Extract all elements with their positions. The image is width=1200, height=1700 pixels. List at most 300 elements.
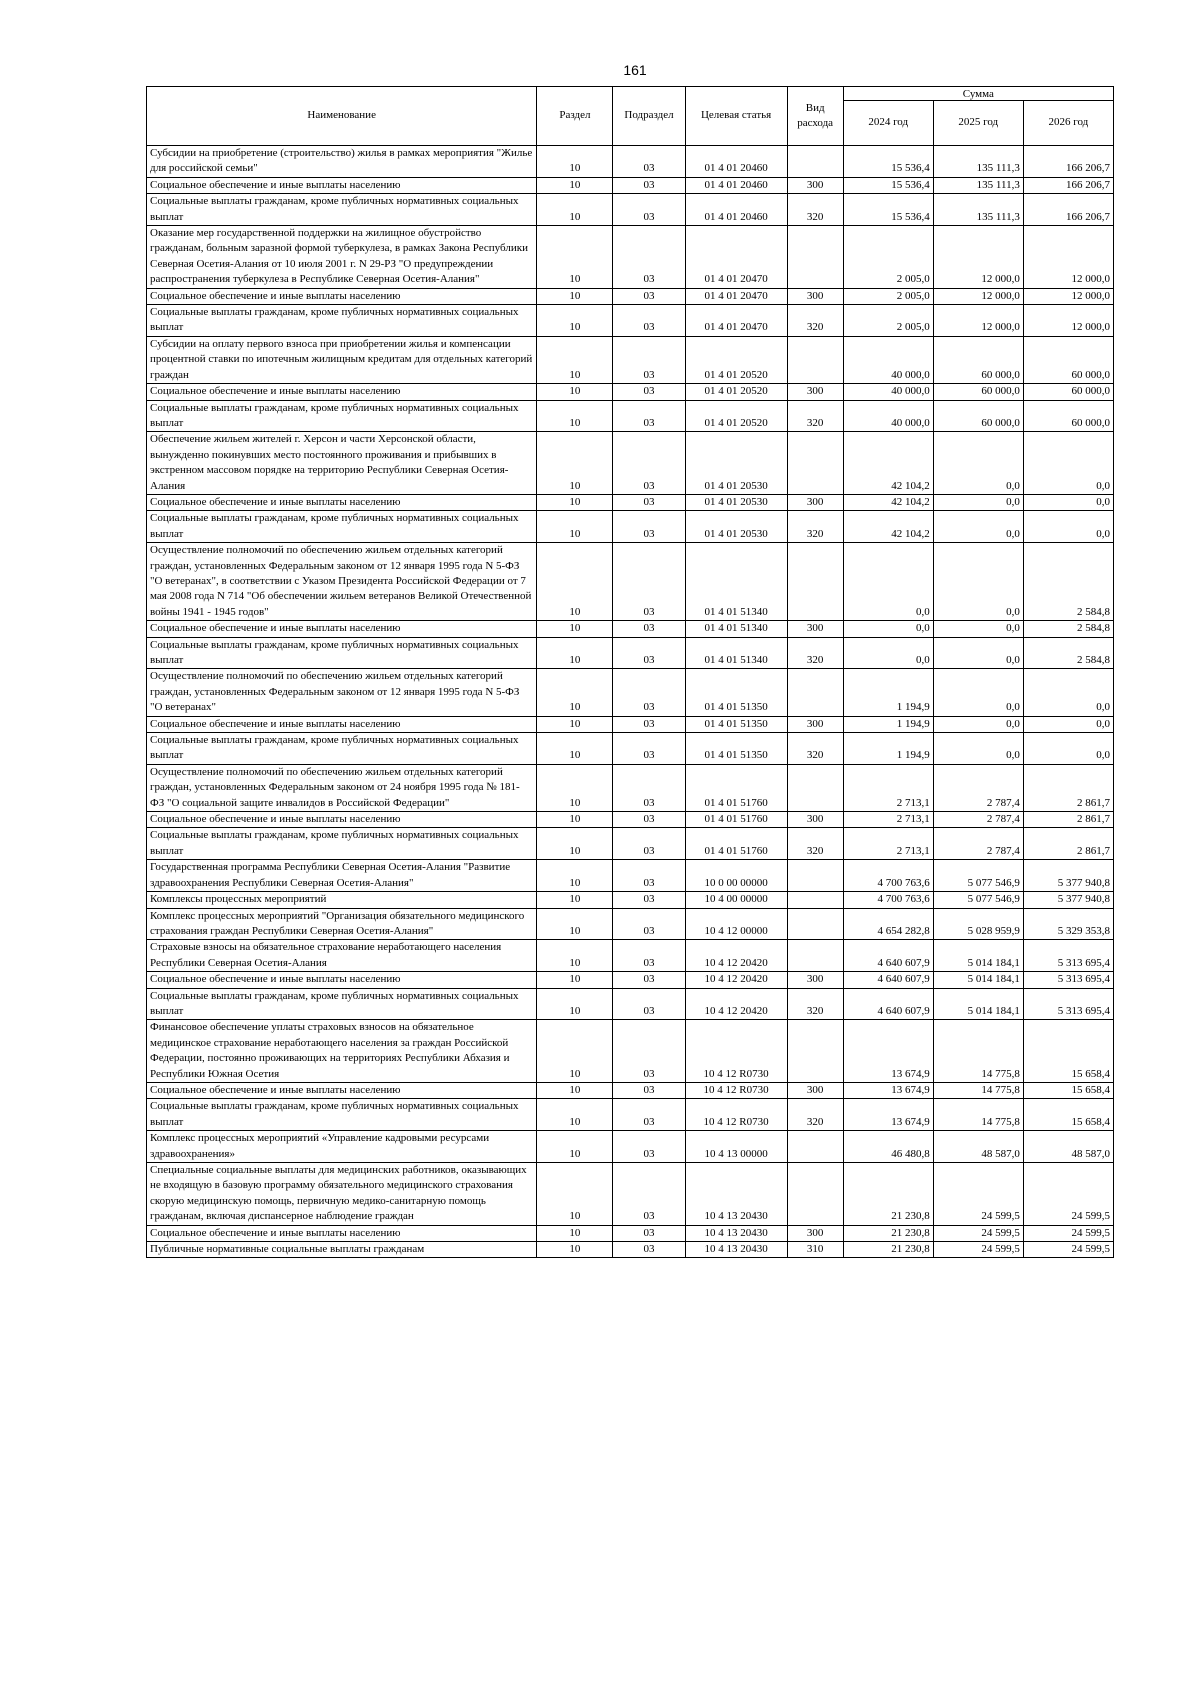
cell-podrazdel: 03 <box>613 305 685 337</box>
cell-vid <box>787 908 843 940</box>
table-row <box>147 543 1114 621</box>
cell-razdel: 10 <box>537 146 613 178</box>
cell-y2024: 2 005,0 <box>843 305 933 337</box>
cell-podrazdel: 03 <box>613 860 685 892</box>
cell-y2024: 40 000,0 <box>843 336 933 383</box>
cell-podrazdel: 03 <box>613 1163 685 1226</box>
cell-name: Осуществление полномочий по обеспечению жильем отдельных категорий граждан, установленных Федеральным законом от 24 ноября 1995 года № 181-ФЗ "О социальной защите инвалидов в Российской Федерации" <box>147 764 537 811</box>
cell-vid <box>787 146 843 178</box>
table-row <box>147 637 1114 669</box>
cell-name: Финансовое обеспечение уплаты страховых взносов на обязательное медицинское страхование неработающего населения за граждан Российской Федерации, постоянно проживающих на территориях Республики Абхазия и Республики Южная Осетия <box>147 1020 537 1083</box>
cell-razdel: 10 <box>537 384 613 400</box>
cell-razdel: 10 <box>537 1020 613 1083</box>
cell-y2026: 0,0 <box>1023 733 1113 765</box>
cell-razdel: 10 <box>537 764 613 811</box>
cell-y2026: 2 584,8 <box>1023 543 1113 621</box>
table-row <box>147 764 1114 811</box>
cell-name: Осуществление полномочий по обеспечению жильем отдельных категорий граждан, установленных Федеральным законом от 12 января 1995 года N 5-ФЗ "О ветеранах" <box>147 669 537 716</box>
cell-y2025: 0,0 <box>933 511 1023 543</box>
header-sum: Сумма <box>843 87 1113 101</box>
cell-target: 01 4 01 51350 <box>685 669 787 716</box>
cell-vid <box>787 669 843 716</box>
cell-razdel: 10 <box>537 494 613 510</box>
cell-podrazdel: 03 <box>613 621 685 637</box>
cell-vid: 320 <box>787 733 843 765</box>
cell-y2026: 5 313 695,4 <box>1023 988 1113 1020</box>
cell-name: Социальные выплаты гражданам, кроме публичных нормативных социальных выплат <box>147 400 537 432</box>
header-2026: 2026 год <box>1023 101 1113 146</box>
cell-y2024: 4 640 607,9 <box>843 940 933 972</box>
cell-vid: 300 <box>787 288 843 304</box>
cell-target: 10 4 12 20420 <box>685 988 787 1020</box>
cell-podrazdel: 03 <box>613 908 685 940</box>
cell-target: 01 4 01 51350 <box>685 733 787 765</box>
cell-y2025: 0,0 <box>933 494 1023 510</box>
cell-y2024: 13 674,9 <box>843 1099 933 1131</box>
table-row <box>147 1099 1114 1131</box>
cell-razdel: 10 <box>537 1242 613 1258</box>
cell-target: 01 4 01 51340 <box>685 637 787 669</box>
cell-vid <box>787 764 843 811</box>
cell-razdel: 10 <box>537 305 613 337</box>
cell-y2026: 5 377 940,8 <box>1023 892 1113 908</box>
cell-y2026: 2 861,7 <box>1023 764 1113 811</box>
cell-target: 10 4 00 00000 <box>685 892 787 908</box>
cell-podrazdel: 03 <box>613 177 685 193</box>
cell-y2024: 2 713,1 <box>843 812 933 828</box>
table-row <box>147 621 1114 637</box>
cell-y2024: 2 005,0 <box>843 288 933 304</box>
cell-y2025: 0,0 <box>933 621 1023 637</box>
cell-y2026: 5 313 695,4 <box>1023 972 1113 988</box>
table-row <box>147 432 1114 495</box>
cell-podrazdel: 03 <box>613 1225 685 1241</box>
cell-y2026: 2 584,8 <box>1023 621 1113 637</box>
cell-podrazdel: 03 <box>613 400 685 432</box>
cell-y2025: 5 028 959,9 <box>933 908 1023 940</box>
cell-target: 01 4 01 20460 <box>685 177 787 193</box>
cell-razdel: 10 <box>537 226 613 289</box>
table-row <box>147 400 1114 432</box>
cell-vid <box>787 940 843 972</box>
cell-y2024: 1 194,9 <box>843 733 933 765</box>
cell-target: 01 4 01 20470 <box>685 226 787 289</box>
cell-name: Оказание мер государственной поддержки на жилищное обустройство гражданам, больным заразной формой туберкулеза, в рамках Закона Республики Северная Осетия-Алания от 10 июля 2001 г. N 29-РЗ "О предупреждении распространения туберкулеза в Республике Северная Осетия-Алания" <box>147 226 537 289</box>
table-row <box>147 1020 1114 1083</box>
cell-vid <box>787 336 843 383</box>
cell-vid <box>787 543 843 621</box>
cell-y2024: 4 640 607,9 <box>843 972 933 988</box>
cell-y2024: 1 194,9 <box>843 716 933 732</box>
page-number: 161 <box>623 62 647 78</box>
cell-target: 01 4 01 20460 <box>685 194 787 226</box>
cell-y2025: 60 000,0 <box>933 384 1023 400</box>
cell-vid: 320 <box>787 400 843 432</box>
cell-podrazdel: 03 <box>613 226 685 289</box>
cell-y2024: 2 005,0 <box>843 226 933 289</box>
cell-razdel: 10 <box>537 1082 613 1098</box>
cell-name: Специальные социальные выплаты для медицинских работников, оказывающих не входящую в базовую программу обязательного медицинского страхования скорую медицинскую помощь, первичную медико-санитарную помощь гражданам, включая диспансерное наблюдение граждан <box>147 1163 537 1226</box>
cell-target: 10 4 13 20430 <box>685 1225 787 1241</box>
cell-vid <box>787 226 843 289</box>
cell-name: Социальные выплаты гражданам, кроме публичных нормативных социальных выплат <box>147 194 537 226</box>
cell-y2024: 4 700 763,6 <box>843 860 933 892</box>
cell-y2025: 60 000,0 <box>933 400 1023 432</box>
cell-razdel: 10 <box>537 432 613 495</box>
cell-podrazdel: 03 <box>613 812 685 828</box>
cell-vid: 300 <box>787 621 843 637</box>
cell-y2025: 5 077 546,9 <box>933 860 1023 892</box>
cell-name: Социальное обеспечение и иные выплаты населению <box>147 177 537 193</box>
cell-vid: 300 <box>787 494 843 510</box>
cell-y2025: 24 599,5 <box>933 1163 1023 1226</box>
cell-razdel: 10 <box>537 194 613 226</box>
cell-podrazdel: 03 <box>613 494 685 510</box>
table-row <box>147 892 1114 908</box>
cell-y2026: 60 000,0 <box>1023 384 1113 400</box>
cell-y2025: 14 775,8 <box>933 1099 1023 1131</box>
cell-target: 10 4 12 R0730 <box>685 1082 787 1098</box>
cell-y2025: 0,0 <box>933 716 1023 732</box>
cell-y2025: 24 599,5 <box>933 1242 1023 1258</box>
cell-target: 01 4 01 20530 <box>685 494 787 510</box>
cell-y2026: 5 377 940,8 <box>1023 860 1113 892</box>
cell-y2025: 5 014 184,1 <box>933 988 1023 1020</box>
cell-y2024: 42 104,2 <box>843 432 933 495</box>
cell-name: Социальные выплаты гражданам, кроме публичных нормативных социальных выплат <box>147 1099 537 1131</box>
cell-podrazdel: 03 <box>613 288 685 304</box>
cell-name: Социальное обеспечение и иные выплаты населению <box>147 1225 537 1241</box>
cell-y2025: 48 587,0 <box>933 1131 1023 1163</box>
cell-razdel: 10 <box>537 288 613 304</box>
cell-y2025: 12 000,0 <box>933 305 1023 337</box>
cell-y2025: 5 077 546,9 <box>933 892 1023 908</box>
cell-podrazdel: 03 <box>613 194 685 226</box>
table-row <box>147 288 1114 304</box>
cell-razdel: 10 <box>537 1131 613 1163</box>
cell-y2026: 24 599,5 <box>1023 1225 1113 1241</box>
cell-name: Государственная программа Республики Северная Осетия-Алания "Развитие здравоохранения Республики Северная Осетия-Алания" <box>147 860 537 892</box>
cell-podrazdel: 03 <box>613 940 685 972</box>
cell-podrazdel: 03 <box>613 764 685 811</box>
cell-y2026: 5 329 353,8 <box>1023 908 1113 940</box>
cell-razdel: 10 <box>537 543 613 621</box>
cell-name: Социальное обеспечение и иные выплаты населению <box>147 1082 537 1098</box>
cell-name: Осуществление полномочий по обеспечению жильем отдельных категорий граждан, установленных Федеральным законом от 12 января 1995 года N 5-ФЗ "О ветеранах", в соответствии с Указом Президента Российской Федерации от 7 мая 2008 года N 714 "Об обеспечении жильем ветеранов Великой Отечественной войны 1941 - 1945 годов" <box>147 543 537 621</box>
cell-podrazdel: 03 <box>613 972 685 988</box>
table-row <box>147 669 1114 716</box>
cell-y2025: 0,0 <box>933 637 1023 669</box>
cell-y2026: 15 658,4 <box>1023 1020 1113 1083</box>
cell-vid: 320 <box>787 637 843 669</box>
cell-target: 10 0 00 00000 <box>685 860 787 892</box>
cell-target: 10 4 12 20420 <box>685 940 787 972</box>
table-row <box>147 194 1114 226</box>
cell-target: 01 4 01 51760 <box>685 812 787 828</box>
cell-razdel: 10 <box>537 400 613 432</box>
cell-y2025: 24 599,5 <box>933 1225 1023 1241</box>
cell-y2024: 4 654 282,8 <box>843 908 933 940</box>
cell-y2024: 42 104,2 <box>843 494 933 510</box>
table-row <box>147 177 1114 193</box>
cell-y2025: 12 000,0 <box>933 226 1023 289</box>
cell-y2026: 0,0 <box>1023 494 1113 510</box>
cell-y2026: 24 599,5 <box>1023 1242 1113 1258</box>
cell-y2025: 0,0 <box>933 432 1023 495</box>
cell-vid: 300 <box>787 972 843 988</box>
cell-name: Социальное обеспечение и иные выплаты населению <box>147 972 537 988</box>
cell-name: Обеспечение жильем жителей г. Херсон и части Херсонской области, вынужденно покинувших место постоянного проживания и прибывших в экстренном массовом порядке на территорию Республики Северная Осетия-Алания <box>147 432 537 495</box>
table-row <box>147 860 1114 892</box>
cell-y2026: 2 861,7 <box>1023 828 1113 860</box>
cell-y2026: 166 206,7 <box>1023 177 1113 193</box>
cell-y2024: 0,0 <box>843 621 933 637</box>
header-name: Наименование <box>147 87 537 146</box>
table-row <box>147 1082 1114 1098</box>
cell-podrazdel: 03 <box>613 543 685 621</box>
cell-target: 01 4 01 20530 <box>685 432 787 495</box>
cell-vid <box>787 1131 843 1163</box>
cell-name: Публичные нормативные социальные выплаты гражданам <box>147 1242 537 1258</box>
cell-razdel: 10 <box>537 988 613 1020</box>
header-razdel: Раздел <box>537 87 613 146</box>
cell-razdel: 10 <box>537 511 613 543</box>
cell-razdel: 10 <box>537 940 613 972</box>
cell-y2025: 0,0 <box>933 543 1023 621</box>
cell-y2026: 48 587,0 <box>1023 1131 1113 1163</box>
cell-name: Комплекс процессных мероприятий "Организация обязательного медицинского страхования граждан Республики Северная Осетия-Алания" <box>147 908 537 940</box>
cell-y2026: 0,0 <box>1023 669 1113 716</box>
cell-name: Комплексы процессных мероприятий <box>147 892 537 908</box>
cell-razdel: 10 <box>537 336 613 383</box>
cell-vid: 320 <box>787 988 843 1020</box>
cell-name: Социальные выплаты гражданам, кроме публичных нормативных социальных выплат <box>147 637 537 669</box>
cell-podrazdel: 03 <box>613 637 685 669</box>
table-row <box>147 336 1114 383</box>
cell-name: Социальное обеспечение и иные выплаты населению <box>147 384 537 400</box>
cell-y2026: 24 599,5 <box>1023 1163 1113 1226</box>
table-row <box>147 733 1114 765</box>
cell-razdel: 10 <box>537 892 613 908</box>
cell-vid <box>787 432 843 495</box>
cell-podrazdel: 03 <box>613 1131 685 1163</box>
cell-razdel: 10 <box>537 637 613 669</box>
cell-y2024: 1 194,9 <box>843 669 933 716</box>
table-row <box>147 972 1114 988</box>
cell-y2024: 21 230,8 <box>843 1242 933 1258</box>
cell-name: Социальное обеспечение и иные выплаты населению <box>147 621 537 637</box>
cell-y2024: 46 480,8 <box>843 1131 933 1163</box>
cell-name: Социальные выплаты гражданам, кроме публичных нормативных социальных выплат <box>147 988 537 1020</box>
cell-razdel: 10 <box>537 812 613 828</box>
cell-razdel: 10 <box>537 716 613 732</box>
cell-podrazdel: 03 <box>613 336 685 383</box>
cell-y2026: 12 000,0 <box>1023 305 1113 337</box>
cell-y2025: 135 111,3 <box>933 177 1023 193</box>
cell-y2025: 2 787,4 <box>933 828 1023 860</box>
cell-target: 01 4 01 20470 <box>685 288 787 304</box>
cell-name: Комплекс процессных мероприятий «Управление кадровыми ресурсами здравоохранения» <box>147 1131 537 1163</box>
cell-podrazdel: 03 <box>613 988 685 1020</box>
table-row <box>147 384 1114 400</box>
cell-podrazdel: 03 <box>613 1020 685 1083</box>
cell-vid: 300 <box>787 1082 843 1098</box>
cell-vid: 320 <box>787 305 843 337</box>
cell-y2024: 0,0 <box>843 637 933 669</box>
cell-vid: 310 <box>787 1242 843 1258</box>
cell-target: 10 4 12 R0730 <box>685 1099 787 1131</box>
header-podrazdel: Подраздел <box>613 87 685 146</box>
cell-y2024: 2 713,1 <box>843 828 933 860</box>
cell-name: Социальное обеспечение и иные выплаты населению <box>147 494 537 510</box>
cell-razdel: 10 <box>537 860 613 892</box>
table-row <box>147 511 1114 543</box>
cell-razdel: 10 <box>537 1099 613 1131</box>
cell-vid <box>787 892 843 908</box>
cell-name: Субсидии на оплату первого взноса при приобретении жилья и компенсации процентной ставки по ипотечным жилищным кредитам для отдельных категорий граждан <box>147 336 537 383</box>
cell-target: 01 4 01 20520 <box>685 400 787 432</box>
cell-vid: 320 <box>787 1099 843 1131</box>
cell-y2026: 12 000,0 <box>1023 226 1113 289</box>
cell-y2024: 15 536,4 <box>843 146 933 178</box>
cell-y2026: 166 206,7 <box>1023 194 1113 226</box>
cell-y2025: 2 787,4 <box>933 812 1023 828</box>
table-row <box>147 1131 1114 1163</box>
table-row <box>147 716 1114 732</box>
header-2025: 2025 год <box>933 101 1023 146</box>
cell-target: 01 4 01 51350 <box>685 716 787 732</box>
cell-target: 10 4 13 00000 <box>685 1131 787 1163</box>
cell-target: 01 4 01 51760 <box>685 828 787 860</box>
cell-vid: 320 <box>787 511 843 543</box>
cell-y2026: 0,0 <box>1023 716 1113 732</box>
header-vid: Вид расхода <box>787 87 843 146</box>
cell-target: 01 4 01 20470 <box>685 305 787 337</box>
cell-y2024: 4 640 607,9 <box>843 988 933 1020</box>
cell-podrazdel: 03 <box>613 511 685 543</box>
cell-vid <box>787 1163 843 1226</box>
cell-name: Страховые взносы на обязательное страхование неработающего населения Республики Северная Осетия-Алания <box>147 940 537 972</box>
table-row <box>147 988 1114 1020</box>
cell-y2026: 2 861,7 <box>1023 812 1113 828</box>
cell-y2024: 40 000,0 <box>843 400 933 432</box>
cell-podrazdel: 03 <box>613 1082 685 1098</box>
cell-podrazdel: 03 <box>613 828 685 860</box>
cell-podrazdel: 03 <box>613 1099 685 1131</box>
cell-razdel: 10 <box>537 908 613 940</box>
cell-y2024: 13 674,9 <box>843 1082 933 1098</box>
cell-razdel: 10 <box>537 972 613 988</box>
cell-razdel: 10 <box>537 828 613 860</box>
cell-target: 01 4 01 51340 <box>685 543 787 621</box>
cell-vid: 300 <box>787 812 843 828</box>
cell-razdel: 10 <box>537 177 613 193</box>
cell-razdel: 10 <box>537 733 613 765</box>
cell-vid: 300 <box>787 177 843 193</box>
cell-y2026: 15 658,4 <box>1023 1082 1113 1098</box>
cell-name: Социальные выплаты гражданам, кроме публичных нормативных социальных выплат <box>147 305 537 337</box>
table-body <box>147 146 1114 1258</box>
cell-target: 01 4 01 51760 <box>685 764 787 811</box>
cell-target: 10 4 12 00000 <box>685 908 787 940</box>
cell-target: 01 4 01 20520 <box>685 384 787 400</box>
cell-target: 10 4 13 20430 <box>685 1163 787 1226</box>
cell-y2024: 2 713,1 <box>843 764 933 811</box>
cell-podrazdel: 03 <box>613 716 685 732</box>
cell-y2024: 4 700 763,6 <box>843 892 933 908</box>
cell-y2024: 21 230,8 <box>843 1163 933 1226</box>
cell-razdel: 10 <box>537 1163 613 1226</box>
table-row <box>147 226 1114 289</box>
table-row <box>147 1225 1114 1241</box>
cell-y2025: 135 111,3 <box>933 146 1023 178</box>
table-row <box>147 1242 1114 1258</box>
table-row <box>147 146 1114 178</box>
table-row <box>147 828 1114 860</box>
header-target: Целевая статья <box>685 87 787 146</box>
cell-target: 01 4 01 20520 <box>685 336 787 383</box>
cell-y2025: 0,0 <box>933 733 1023 765</box>
cell-y2026: 2 584,8 <box>1023 637 1113 669</box>
table-row <box>147 1163 1114 1226</box>
cell-vid: 300 <box>787 716 843 732</box>
cell-razdel: 10 <box>537 621 613 637</box>
table-row <box>147 812 1114 828</box>
table-row <box>147 494 1114 510</box>
cell-name: Социальные выплаты гражданам, кроме публичных нормативных социальных выплат <box>147 511 537 543</box>
cell-y2024: 15 536,4 <box>843 194 933 226</box>
cell-target: 10 4 13 20430 <box>685 1242 787 1258</box>
cell-y2026: 0,0 <box>1023 432 1113 495</box>
cell-y2025: 2 787,4 <box>933 764 1023 811</box>
cell-y2026: 12 000,0 <box>1023 288 1113 304</box>
cell-y2025: 135 111,3 <box>933 194 1023 226</box>
cell-y2024: 15 536,4 <box>843 177 933 193</box>
cell-y2026: 15 658,4 <box>1023 1099 1113 1131</box>
table-row <box>147 305 1114 337</box>
cell-vid: 300 <box>787 384 843 400</box>
cell-y2026: 5 313 695,4 <box>1023 940 1113 972</box>
cell-name: Социальные выплаты гражданам, кроме публичных нормативных социальных выплат <box>147 828 537 860</box>
cell-razdel: 10 <box>537 669 613 716</box>
table-row <box>147 908 1114 940</box>
cell-razdel: 10 <box>537 1225 613 1241</box>
cell-podrazdel: 03 <box>613 1242 685 1258</box>
cell-name: Социальное обеспечение и иные выплаты населению <box>147 812 537 828</box>
cell-y2024: 42 104,2 <box>843 511 933 543</box>
cell-y2026: 60 000,0 <box>1023 400 1113 432</box>
cell-y2024: 0,0 <box>843 543 933 621</box>
cell-vid <box>787 1020 843 1083</box>
cell-podrazdel: 03 <box>613 669 685 716</box>
cell-y2026: 166 206,7 <box>1023 146 1113 178</box>
cell-podrazdel: 03 <box>613 432 685 495</box>
cell-name: Социальное обеспечение и иные выплаты населению <box>147 288 537 304</box>
table-row <box>147 940 1114 972</box>
cell-y2025: 14 775,8 <box>933 1082 1023 1098</box>
cell-target: 10 4 12 R0730 <box>685 1020 787 1083</box>
cell-name: Социальное обеспечение и иные выплаты населению <box>147 716 537 732</box>
cell-podrazdel: 03 <box>613 733 685 765</box>
cell-name: Субсидии на приобретение (строительство) жилья в рамках мероприятия "Жилье для российской семьи" <box>147 146 537 178</box>
cell-podrazdel: 03 <box>613 146 685 178</box>
cell-y2025: 0,0 <box>933 669 1023 716</box>
cell-y2025: 5 014 184,1 <box>933 940 1023 972</box>
cell-y2024: 40 000,0 <box>843 384 933 400</box>
cell-y2025: 5 014 184,1 <box>933 972 1023 988</box>
cell-y2025: 14 775,8 <box>933 1020 1023 1083</box>
budget-table <box>146 86 1114 1258</box>
